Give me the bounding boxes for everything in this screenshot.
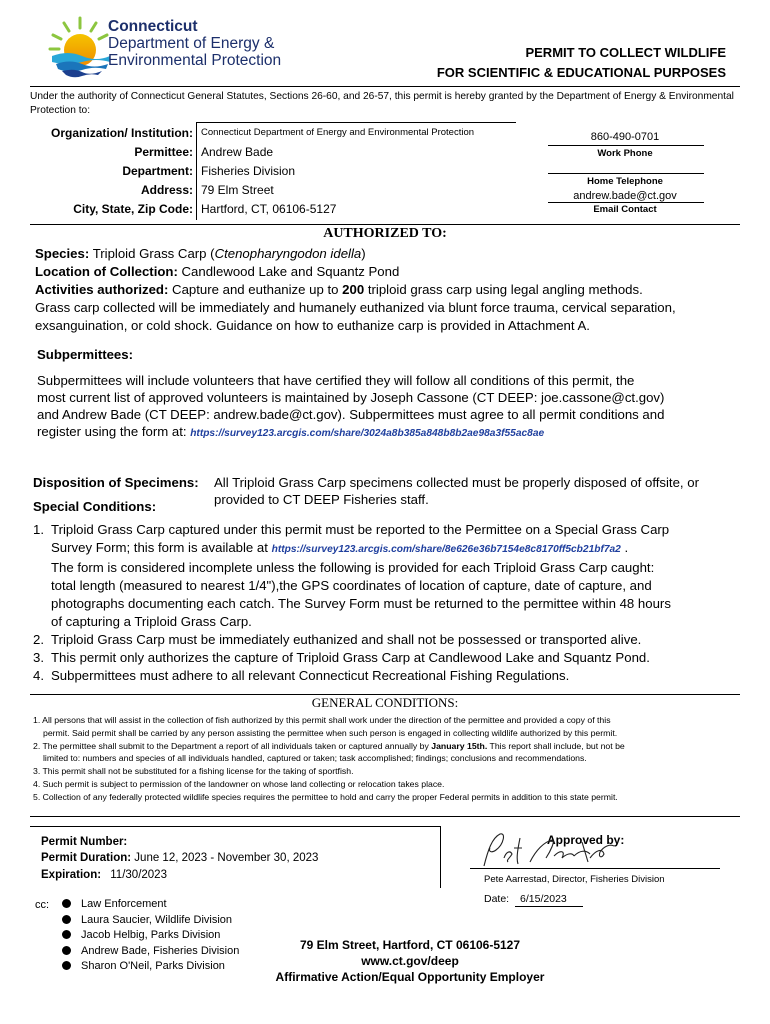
disposition-line-2: provided to CT DEEP Fisheries staff. <box>214 492 429 507</box>
title-line-1: PERMIT TO COLLECT WILDLIFE <box>525 45 726 60</box>
register-text: register using the form at: <box>37 424 187 439</box>
condition-1-line-2 <box>51 539 743 559</box>
general-condition-5: 5. Collection of any federally protected wildlife species requires the permittee to hold and carry the proper Federal permits in addition to this state permit. <box>33 791 618 802</box>
general-condition-1-line-1: 1. All persons that will assist in the collection of fish authorized by this permit shall work under the direction of the permittee and provided a copy of this <box>33 715 611 725</box>
species-label: Species: <box>35 246 90 261</box>
work-phone-value: 860-490-0701 <box>590 131 660 143</box>
footer-address <box>245 937 575 985</box>
location-label: Location of Collection: <box>35 264 178 279</box>
divider <box>30 224 740 225</box>
bullet-icon <box>62 915 71 924</box>
general-conditions-list <box>33 714 743 804</box>
work-phone-label: Work Phone <box>597 148 653 159</box>
condition-number: 3. <box>33 650 44 665</box>
cc-item <box>62 944 239 960</box>
permit-duration-value: June 12, 2023 - November 30, 2023 <box>134 852 319 864</box>
signature-rule <box>470 868 720 869</box>
signer-name: Pete Aarrestad, Director, Fisheries Division <box>484 874 665 885</box>
org-line-1: Connecticut <box>108 18 198 35</box>
org-name <box>108 18 281 69</box>
general-conditions-heading: GENERAL CONDITIONS: <box>311 695 459 710</box>
general-condition-2-line-2: limited to: numbers and species of all individuals handled, captured or taken; task accomplished; findings; conclusions and recommendations. <box>43 753 587 764</box>
expiration-label: Expiration: <box>41 869 102 881</box>
subpermittees-line-4 <box>37 423 544 443</box>
department-value: Fisheries Division <box>201 164 296 178</box>
special-conditions-list <box>33 521 743 685</box>
city-value: Hartford, CT, 06106-5127 <box>201 202 337 216</box>
activities-line-2: Grass carp collected will be immediately and humanely euthanized via blunt force trauma, cervical separation, <box>35 300 676 315</box>
home-phone-label: Home Telephone <box>587 176 663 187</box>
cc-item <box>62 913 239 929</box>
email-value: andrew.bade@ct.gov <box>573 190 677 202</box>
register-form-link[interactable]: https://survey123.arcgis.com/share/3024a8b385a848b8b2ae98a3f55ac8ae <box>190 428 545 439</box>
address-line-1: 79 Elm Street, Hartford, CT 06106-5127 <box>299 938 521 952</box>
special-condition-4 <box>33 667 743 685</box>
address-value: 79 Elm Street <box>201 183 274 197</box>
cc-name: Law Enforcement <box>81 898 167 910</box>
species-value: Triploid Grass Carp ( <box>92 246 215 261</box>
field-separator <box>196 122 197 220</box>
approved-by-label: Approved by: <box>547 833 625 847</box>
city-label: City, State, Zip Code: <box>73 202 193 216</box>
org-value: Connecticut Department of Energy and Environmental Protection <box>201 127 475 138</box>
condition-4-text: Subpermittees must adhere to all relevant Connecticut Recreational Fishing Regulations. <box>51 668 570 683</box>
bullet-icon <box>62 961 71 970</box>
condition-1-line-5: photographs documenting each catch. The Survey Form must be returned to the permittee within 48 hours <box>51 596 671 611</box>
title-line-2: FOR SCIENTIFIC & EDUCATIONAL PURPOSES <box>436 65 726 80</box>
location-line <box>35 263 399 281</box>
general-condition-4: 4. Such permit is subject to permission of the landowner on whose land collecting or relocation takes place. <box>33 778 445 789</box>
activities-line <box>35 281 643 299</box>
email-rule <box>548 202 704 203</box>
work-phone-rule <box>548 145 704 146</box>
subpermittees-line-1: Subpermittees will include volunteers that have certified they will follow all conditions of this permit, the <box>37 373 635 388</box>
general-condition-3: 3. This permit shall not be substituted for a fishing license for the taking of sportfish. <box>33 766 354 777</box>
cc-item <box>62 897 239 913</box>
activities-count: 200 <box>342 282 365 297</box>
condition-1-period: . <box>624 540 629 555</box>
condition-3-text: This permit only authorizes the capture of Triploid Grass Carp at Candlewood Lake and Squantz Pond. <box>51 650 650 665</box>
condition-number: 2. <box>33 632 44 647</box>
condition-1-line-4: total length (measured to nearest 1/4"),the GPS coordinates of location of capture, date of capture, and <box>51 578 652 593</box>
authorized-heading: AUTHORIZED TO: <box>323 226 447 241</box>
cc-item <box>62 959 239 975</box>
expiration-value: 11/30/2023 <box>110 869 167 881</box>
bullet-icon <box>62 899 71 908</box>
condition-1-line-1: Triploid Grass Carp captured under this permit must be reported to the Permittee on a Special Grass Carp <box>51 522 670 537</box>
permit-duration-line <box>41 852 318 864</box>
general-condition-2-post: This report shall include, but not be <box>487 740 625 751</box>
general-condition-2-line-1 <box>33 740 743 753</box>
special-condition-3 <box>33 649 743 667</box>
permit-duration-label: Permit Duration: <box>41 852 132 864</box>
species-scientific: Ctenopharyngodon idella <box>214 246 362 261</box>
cc-name: Laura Saucier, Wildlife Division <box>81 913 233 926</box>
subpermittees-line-2: most current list of approved volunteers is maintained by Joseph Cassone (CT DEEP: joe.cassone@ct.gov) <box>37 390 665 405</box>
permittee-value: Andrew Bade <box>201 145 274 159</box>
permittee-label: Permittee: <box>134 145 193 159</box>
species-close: ) <box>361 246 366 261</box>
cc-name: Andrew Bade, Fisheries Division <box>81 944 240 957</box>
condition-number: 1. <box>33 522 44 537</box>
location-value: Candlewood Lake and Squantz Pond <box>181 264 400 279</box>
org-label: Organization/ Institution: <box>51 126 193 140</box>
permit-number-label: Permit Number: <box>41 836 128 848</box>
address-label: Address: <box>140 183 193 197</box>
cc-name: Jacob Helbig, Parks Division <box>81 929 221 941</box>
condition-1-text: Survey Form; this form is available at <box>51 540 268 555</box>
report-deadline: January 15th. <box>431 740 488 751</box>
cc-label: cc: <box>35 899 50 911</box>
sun-wave-icon <box>48 14 112 78</box>
special-condition-2 <box>33 631 743 649</box>
general-condition-1-line-2: permit. Said permit shall be carried by any person assisting the permittee when such person is engaged in collecting wildlife authorized by this permit. <box>43 727 618 738</box>
condition-number: 4. <box>33 668 44 683</box>
org-line-2: Department of Energy & <box>108 35 275 52</box>
home-phone-rule <box>548 173 704 174</box>
disposition-label: Disposition of Specimens: <box>33 475 199 490</box>
general-condition-2-pre: 2. The permittee shall submit to the Department a report of all individuals taken or captured annually by <box>33 740 429 751</box>
activities-label: Activities authorized: <box>35 282 169 297</box>
department-label: Department: <box>122 164 193 178</box>
survey-form-link[interactable]: https://survey123.arcgis.com/share/8e626e36b7154e8c8170ff5cb21bf7a2 <box>271 544 621 555</box>
condition-1-line-3: The form is considered incomplete unless the following is provided for each Triploid Grass Carp caught: <box>51 560 655 575</box>
special-conditions-label: Special Conditions: <box>33 499 157 514</box>
date-rule <box>515 906 583 907</box>
eeo-statement: Affirmative Action/Equal Opportunity Employer <box>275 970 545 984</box>
cc-name: Sharon O'Neil, Parks Division <box>81 960 225 972</box>
disposition-line-1: All Triploid Grass Carp specimens collected must be properly disposed of offsite, or <box>214 475 699 490</box>
approval-date-label: Date: <box>484 893 510 905</box>
activities-post: triploid grass carp using legal angling methods. <box>367 282 643 297</box>
special-condition-1 <box>33 521 743 631</box>
approval-date-value: 6/15/2023 <box>520 893 567 905</box>
approval-date-line <box>484 893 567 905</box>
condition-2-text: Triploid Grass Carp must be immediately euthanized and shall not be possessed or transported alive. <box>51 632 642 647</box>
intro-text: Under the authority of Connecticut General Statutes, Sections 26-60, and 26-57, this permit is hereby granted by the Department of Energy & Environmental Protection to: <box>30 91 734 116</box>
bullet-icon <box>62 946 71 955</box>
field-top-rule <box>196 122 516 123</box>
expiration-line <box>41 869 167 881</box>
subpermittees-line-3: and Andrew Bade (CT DEEP: andrew.bade@ct.gov). Subpermittees must agree to all permit conditions and <box>37 407 665 422</box>
divider <box>30 86 740 87</box>
divider <box>30 816 740 817</box>
website: www.ct.gov/deep <box>361 954 459 968</box>
subpermittees-heading: Subpermittees: <box>37 347 133 362</box>
email-label: Email Contact <box>593 204 657 215</box>
activities-pre: Capture and euthanize up to <box>172 282 339 297</box>
permit-title <box>437 43 726 83</box>
activities-line-3: exsanguination, or cold shock. Guidance on how to euthanize carp is provided in Attachment A. <box>35 318 590 333</box>
org-line-3: Environmental Protection <box>108 52 282 69</box>
condition-1-line-6: of capturing a Triploid Grass Carp. <box>51 614 252 629</box>
signature-image <box>470 828 620 870</box>
cc-list <box>62 897 239 975</box>
bullet-icon <box>62 930 71 939</box>
species-line <box>35 245 366 263</box>
cc-item <box>62 928 239 944</box>
